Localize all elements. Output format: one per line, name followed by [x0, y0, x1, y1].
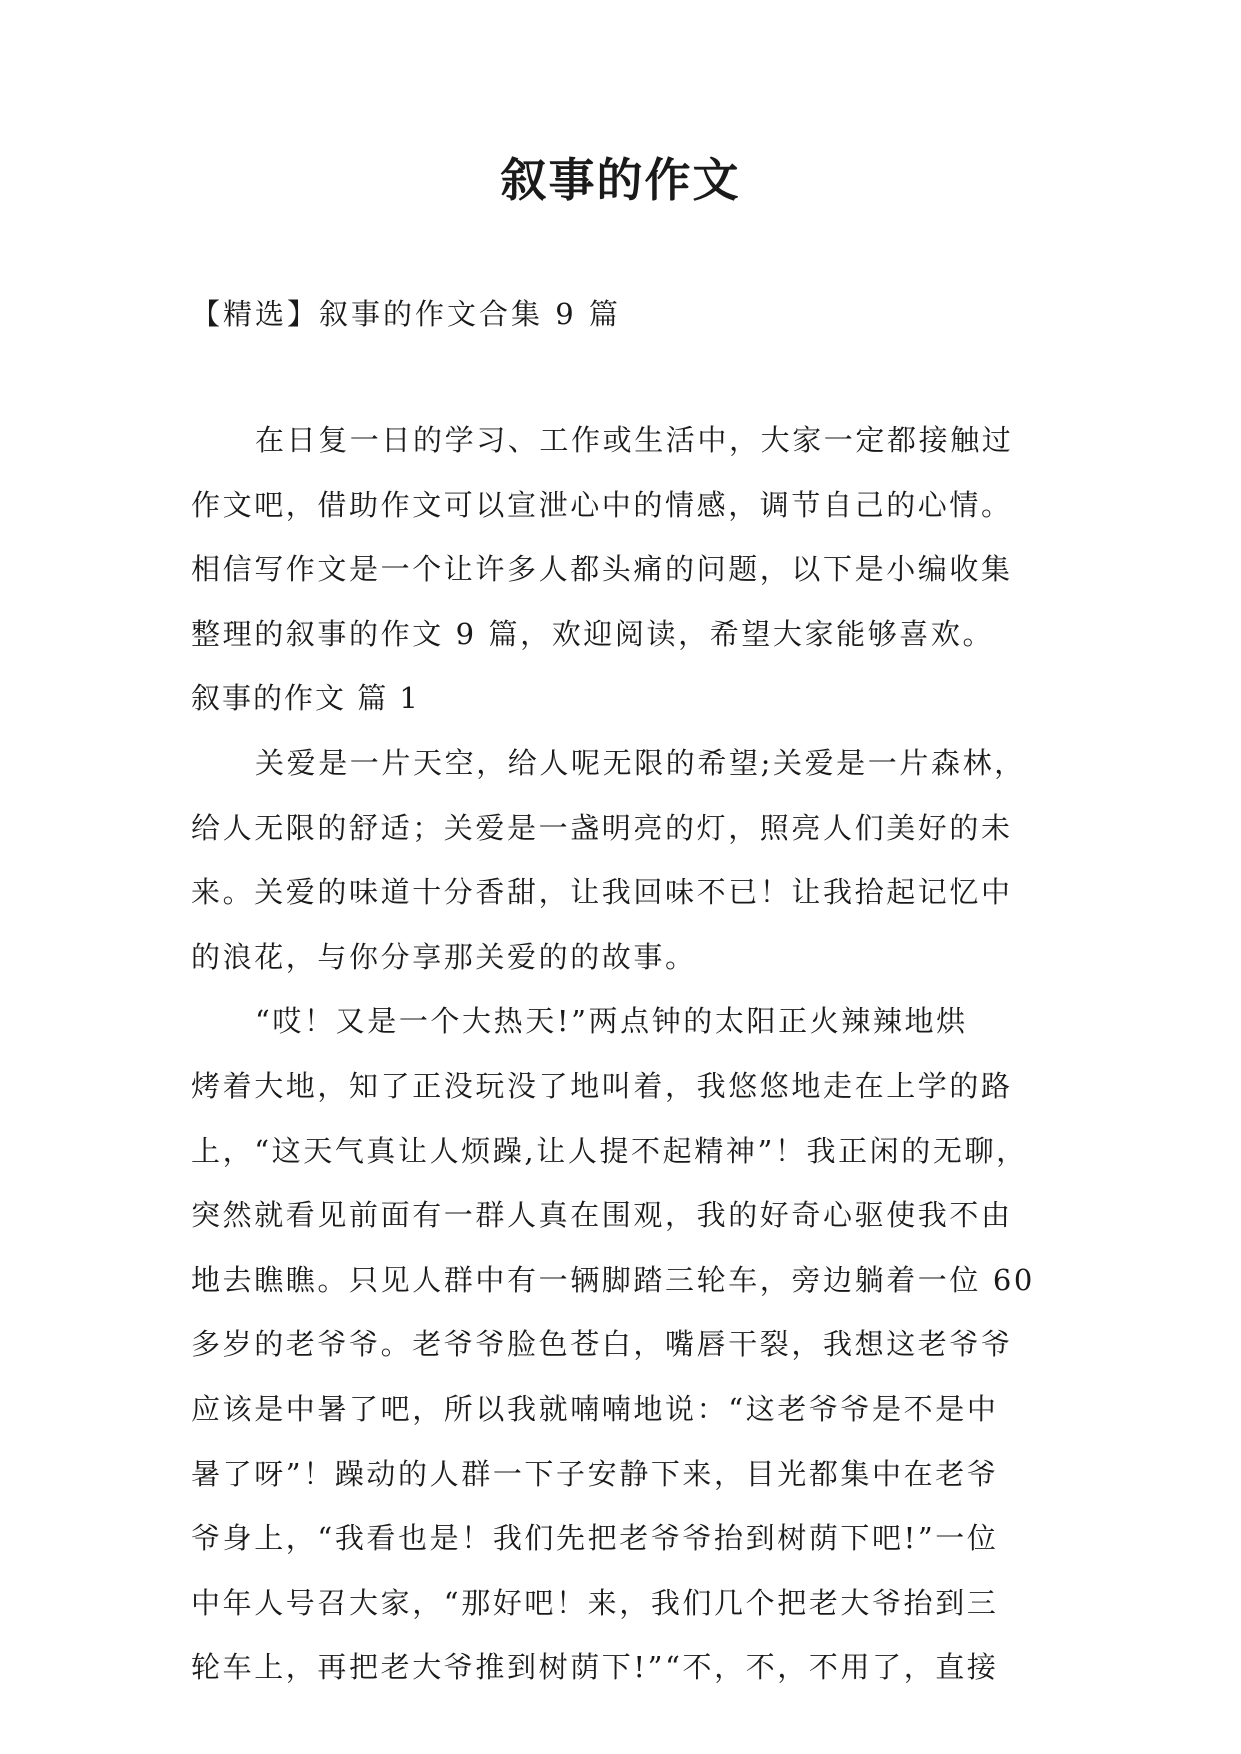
document-subtitle: 【精选】叙事的作文合集 9 篇	[191, 297, 621, 331]
document-body	[191, 408, 1071, 1700]
text-line: 相信写作文是一个让许多人都头痛的问题，以下是小编收集	[191, 552, 1013, 587]
section-heading: 叙事的作文 篇 1	[191, 681, 420, 716]
text-line: 整理的叙事的作文 9 篇，欢迎阅读，希望大家能够喜欢。	[191, 616, 995, 651]
text-line: 的浪花，与你分享那关爱的的故事。	[191, 939, 697, 974]
text-line: 作文吧，借助作文可以宣泄心中的情感，调节自己的心情。	[191, 487, 1013, 522]
text-line: 给人无限的舒适；关爱是一盏明亮的灯，照亮人们美好的未	[191, 810, 1013, 845]
text-line: 多岁的老爷爷。老爷爷脸色苍白，嘴唇干裂，我想这老爷爷	[191, 1327, 1013, 1362]
text-line: 轮车上，再把老大爷推到树荫下!”“不，不，不用了，直接	[191, 1650, 999, 1685]
text-line: 地去瞧瞧。只见人群中有一辆脚踏三轮车，旁边躺着一位 60	[191, 1262, 1035, 1297]
text-line: 关爱是一片天空，给人呢无限的希望;关爱是一片森林，	[255, 745, 1026, 780]
text-line: 爷身上，“我看也是！我们先把老爷爷抬到树荫下吧!”一位	[191, 1521, 999, 1556]
document-title: 叙事的作文	[500, 153, 741, 207]
text-line: 暑了呀”！躁动的人群一下子安静下来，目光都集中在老爷	[191, 1456, 999, 1491]
text-line: 突然就看见前面有一群人真在围观，我的好奇心驱使我不由	[191, 1198, 1013, 1233]
text-line: 在日复一日的学习、工作或生活中，大家一定都接触过	[255, 423, 1014, 457]
text-line: 应该是中暑了吧，所以我就喃喃地说：“这老爷爷是不是中	[191, 1391, 999, 1426]
text-line: “哎！又是一个大热天!”两点钟的太阳正火辣辣地烘	[255, 1004, 968, 1039]
text-line: 来。关爱的味道十分香甜，让我回味不已！让我拾起记忆中	[191, 875, 1013, 910]
text-line: 中年人号召大家，“那好吧！来，我们几个把老大爷抬到三	[191, 1585, 999, 1620]
text-line: 烤着大地，知了正没玩没了地叫着，我悠悠地走在上学的路	[191, 1068, 1013, 1103]
text-line: 上，“这天气真让人烦躁,让人提不起精神”！我正闲的无聊，	[191, 1133, 1028, 1168]
